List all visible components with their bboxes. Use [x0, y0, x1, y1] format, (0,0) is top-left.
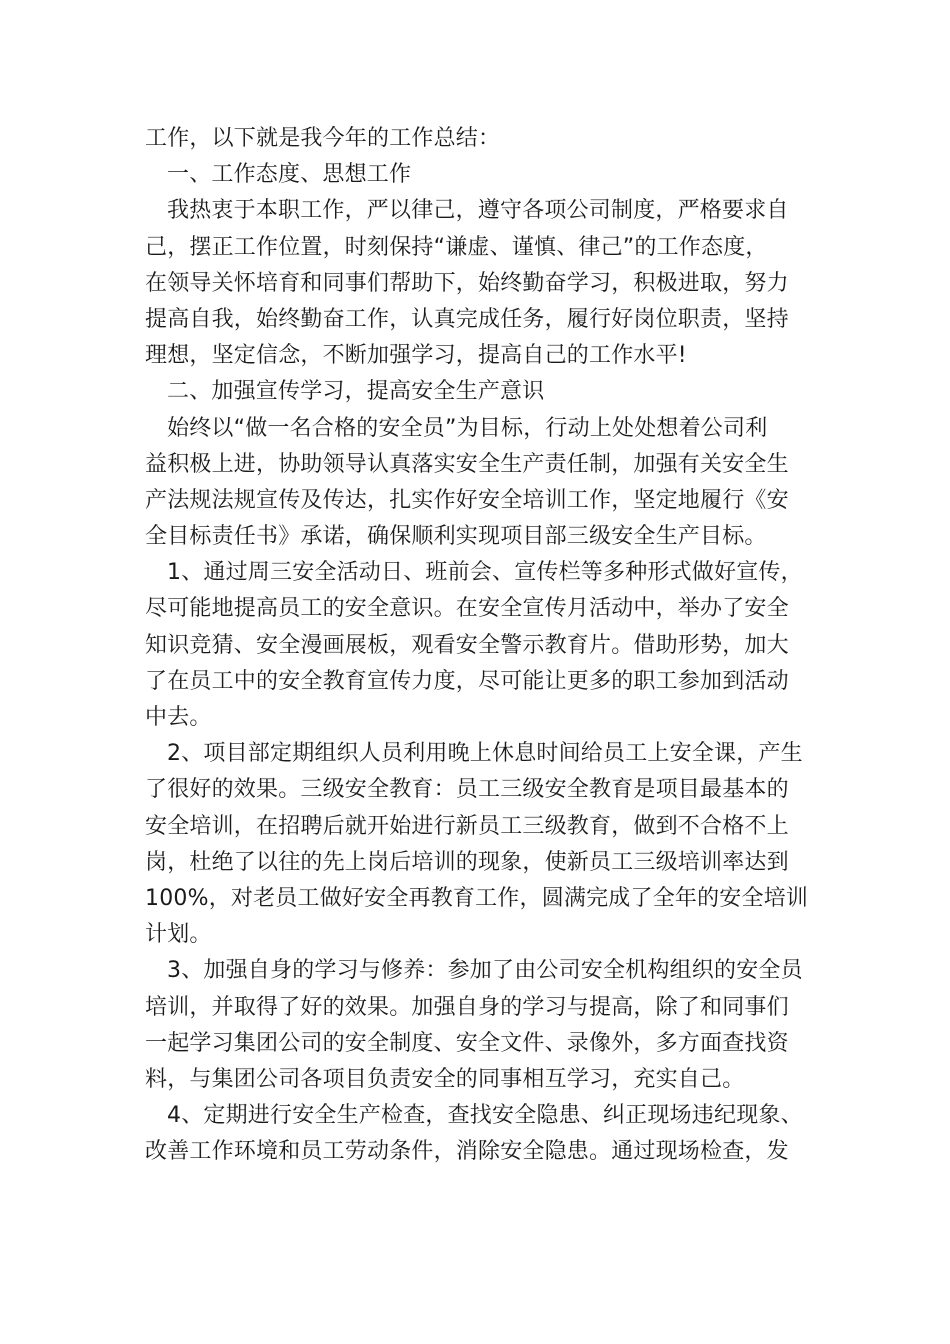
text-line: 计划。 — [145, 922, 212, 948]
text-line: 产法规法规宣传及传达，扎实作好安全培训工作，坚定地履行《安 — [145, 487, 789, 513]
text-line: 知识竞猜、安全漫画展板，观看安全警示教育片。借助形势，加大 — [145, 632, 789, 658]
text-line: 工作，以下就是我今年的工作总结： — [145, 126, 501, 151]
section-heading: 一、工作态度、思想工作 — [167, 162, 412, 188]
text-line: 一起学习集团公司的安全制度、安全文件、录像外，多方面查找资 — [145, 1030, 789, 1056]
text-line: 料，与集团公司各项目负责安全的同事相互学习，充实自己。 — [145, 1066, 745, 1092]
list-item-line: 1、通过周三安全活动日、班前会、宣传栏等多种形式做好宣传， — [167, 560, 803, 586]
text-line: 益积极上进，协助领导认真落实安全生产责任制，加强有关安全生 — [145, 451, 789, 477]
text-line: 安全培训，在招聘后就开始进行新员工三级教育，做到不合格不上 — [145, 813, 789, 839]
list-item-line: 2、项目部定期组织人员利用晚上休息时间给员工上安全课，产生 — [167, 741, 803, 767]
text-line: 提高自我，始终勤奋工作，认真完成任务，履行好岗位职责，坚持 — [145, 306, 789, 332]
section-heading: 二、加强宣传学习，提高安全生产意识 — [167, 379, 545, 405]
text-line: 培训，并取得了好的效果。加强自身的学习与提高，除了和同事们 — [145, 994, 789, 1020]
text-line: 岗，杜绝了以往的先上岗后培训的现象，使新员工三级培训率达到 — [145, 849, 789, 875]
text-line: 了在员工中的安全教育宣传力度，尽可能让更多的职工参加到活动 — [145, 668, 789, 694]
text-line: 100%，对老员工做好安全再教育工作，圆满完成了全年的安全培训 — [145, 885, 809, 911]
text-line: 理想，坚定信念，不断加强学习，提高自己的工作水平! — [145, 343, 687, 369]
text-line: 在领导关怀培育和同事们帮助下，始终勤奋学习，积极进取，努力 — [145, 270, 789, 296]
text-line: 我热衷于本职工作，严以律己，遵守各项公司制度，严格要求自 — [167, 198, 789, 224]
list-item-line: 4、定期进行安全生产检查，查找安全隐患、纠正现场违纪现象、 — [167, 1103, 803, 1129]
text-line: 己，摆正工作位置，时刻保持“谦虚、谨慎、律己”的工作态度， — [145, 234, 768, 260]
text-line: 始终以“做一名合格的安全员”为目标，行动上处处想着公司利 — [167, 415, 768, 441]
text-line: 改善工作环境和员工劳动条件，消除安全隐患。通过现场检查，发 — [145, 1139, 789, 1165]
text-line: 了很好的效果。三级安全教育：员工三级安全教育是项目最基本的 — [145, 777, 789, 803]
document-body — [145, 121, 807, 1170]
text-line: 全目标责任书》承诺，确保顺利实现项目部三级安全生产目标。 — [145, 524, 767, 550]
list-item-line: 3、加强自身的学习与修养：参加了由公司安全机构组织的安全员 — [167, 958, 803, 984]
text-line: 中去。 — [145, 705, 212, 730]
text-line: 尽可能地提高员工的安全意识。在安全宣传月活动中，举办了安全 — [145, 596, 789, 622]
